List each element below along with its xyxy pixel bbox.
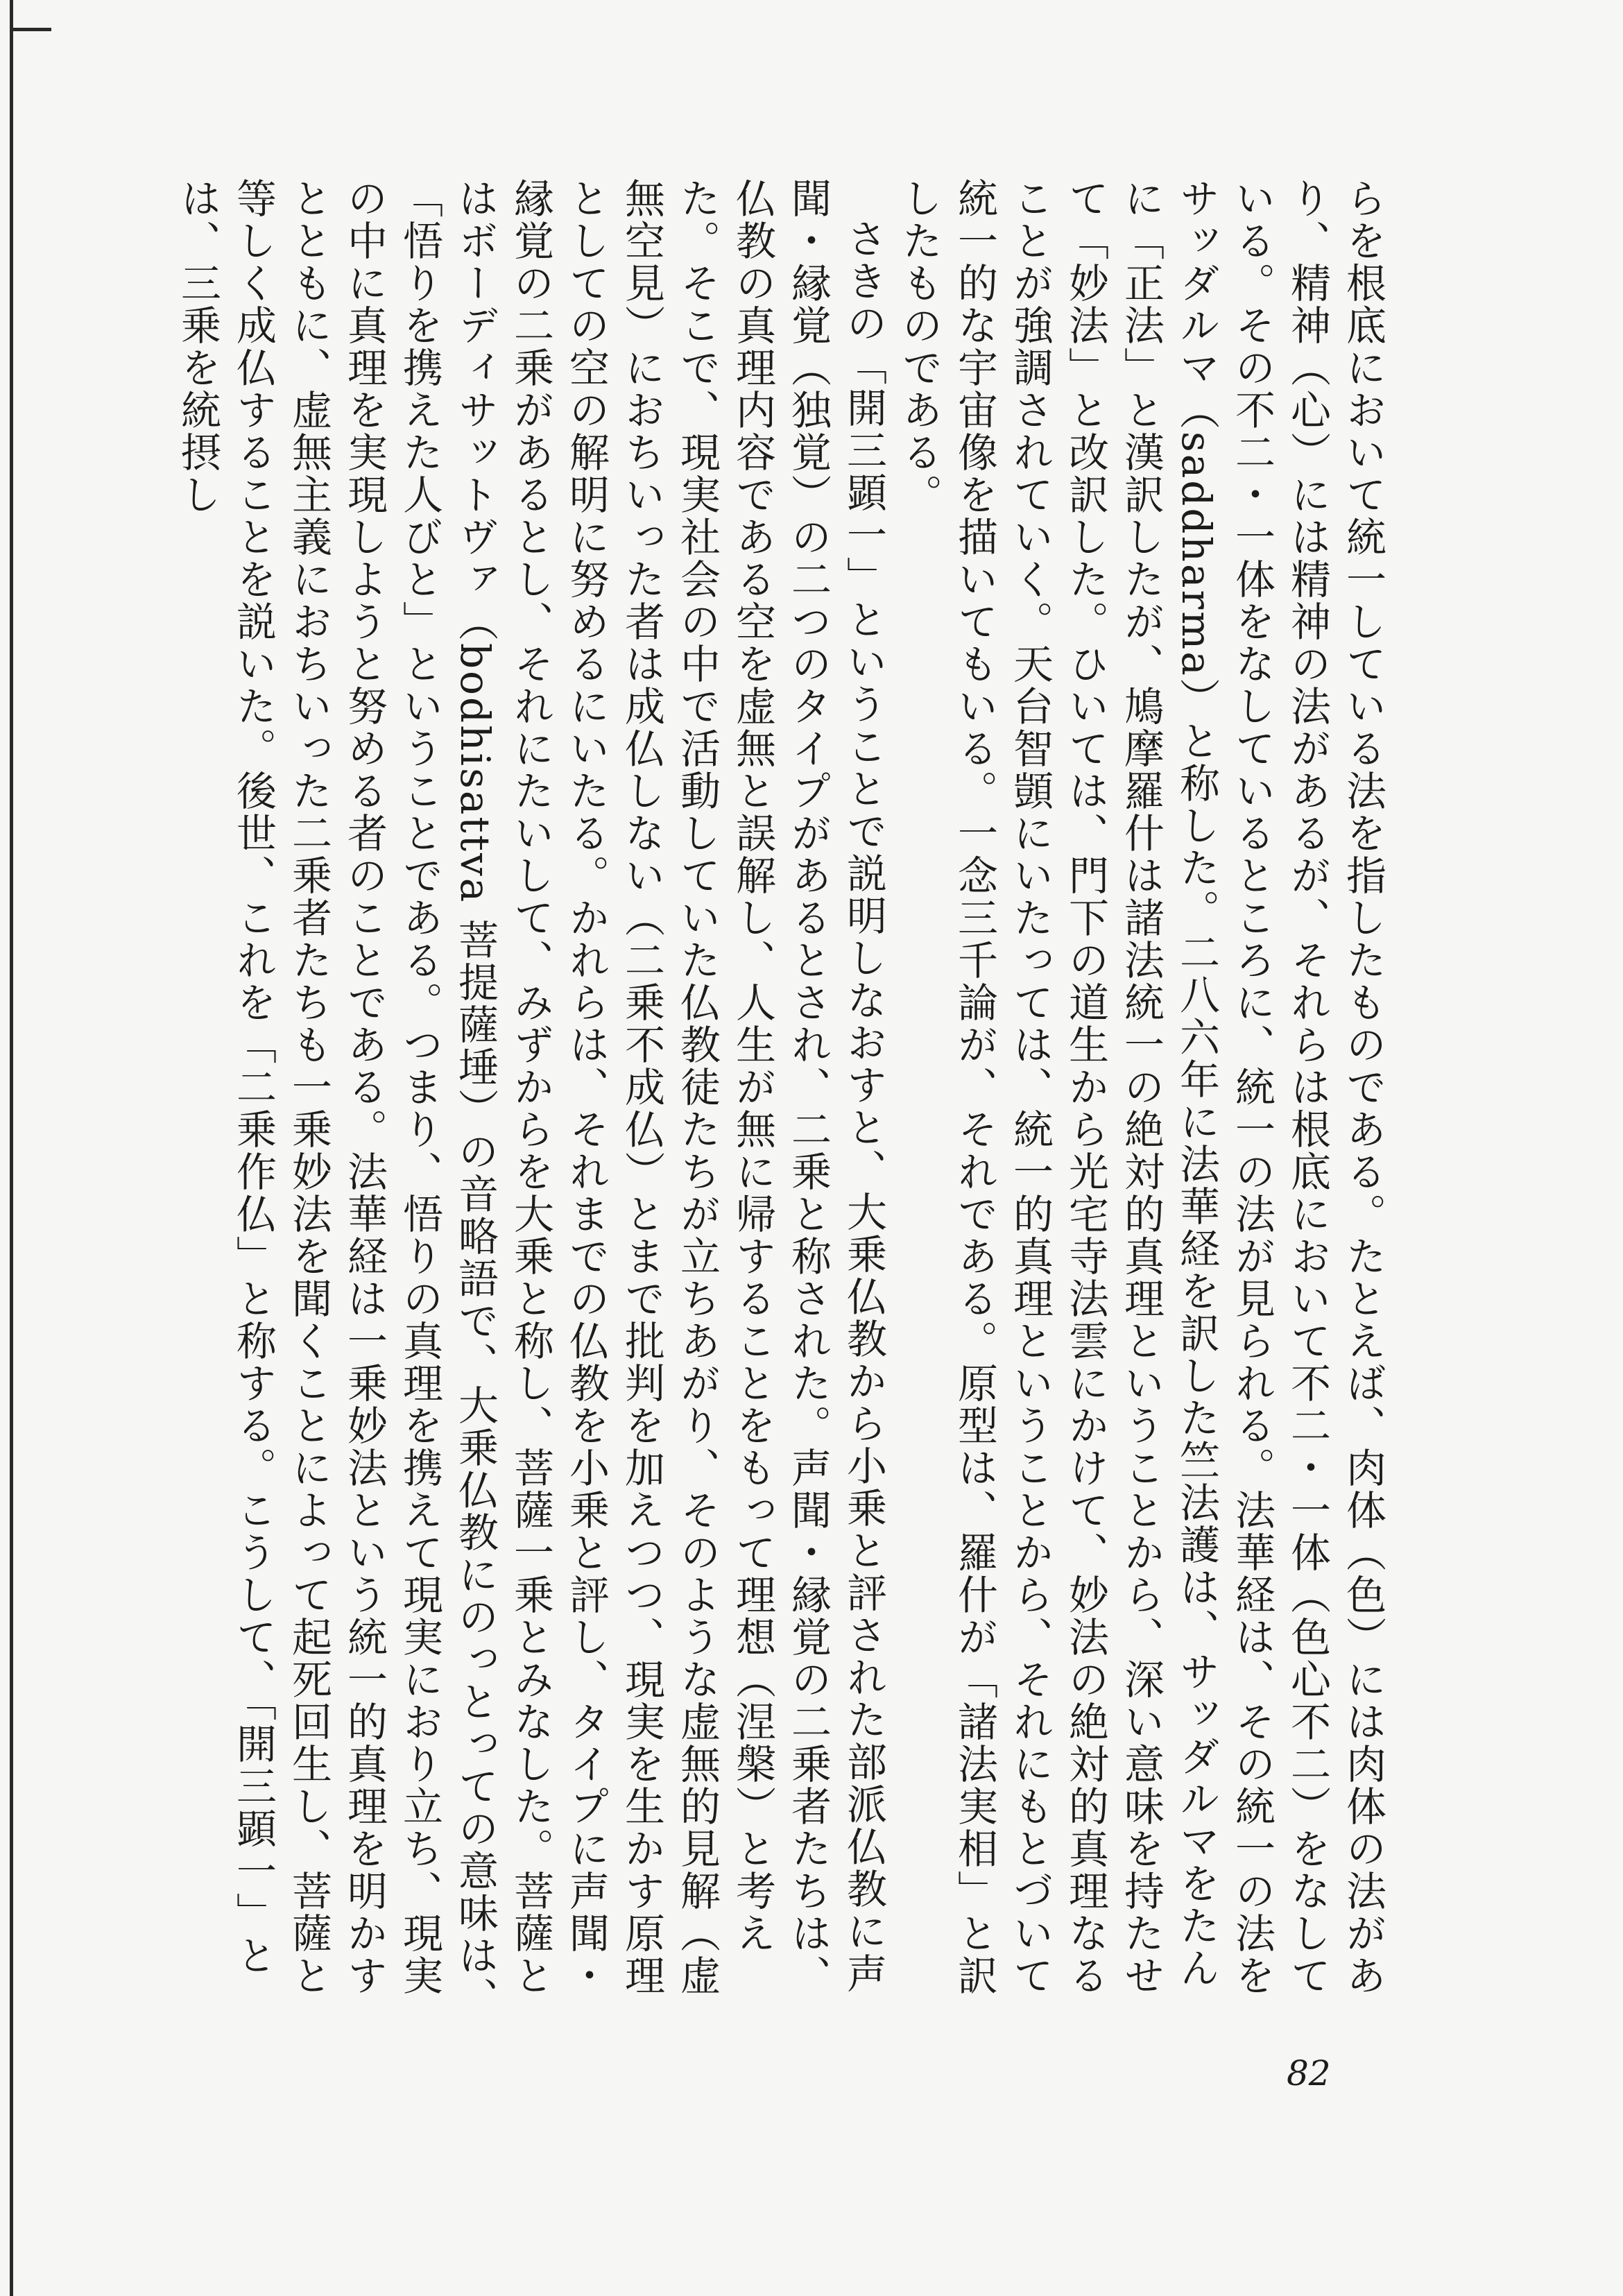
page-number: 82 bbox=[1287, 2053, 1331, 2093]
vertical-text-body bbox=[174, 178, 1391, 2023]
binding-edge-tick bbox=[10, 28, 51, 31]
paragraph-1: らを根底において統一している法を指したものである。たとえば、肉体（色）には肉体の法があり、精神（心）には精神の法があるが、それらは根底において不二・一体（色心不二）をなしている。その不二・一体をなしているところに、統一の法が見られる。法華経は、その統一の法をサッダルマ（saddharma）と称した。二八六年に法華経を訳した竺法護は、サッダルマをたんに「正法」と漢訳したが、鳩摩羅什は諸法統一の絶対的真理ということから、深い意味を持たせて「妙法」と改訳した。ひいては、門下の道生から光宅寺法雲にかけて、妙法の絶対的真理なることが強調されていく。天台智顗にいたっては、統一的真理ということから、それにもとづいて統一的な宇宙像を描いてもいる。一念三千論が、それである。原型は、羅什が「諸法実相」と訳したものである。 bbox=[895, 178, 1386, 1997]
paragraph-2: さきの「開三顕一」ということで説明しなおすと、大乗仏教から小乗と評された部派仏教に声聞・縁覚（独覚）の二つのタイプがあるとされ、二乗と称された。声聞・縁覚の二乗者たちは、仏教の真理内容である空を虚無と誤解し、人生が無に帰することをもって理想（涅槃）と考えた。そこで、現実社会の中で活動していた仏教徒たちが立ちあがり、そのような虚無的見解（虚無空見）におちいった者は成仏しない（二乗不成仏）とまで批判を加えつつ、現実を生かす原理としての空の解明に努めるにいたる。かれらは、それまでの仏教を小乗と評し、タイプに声聞・縁覚の二乗があるとし、それにたいして、みずからを大乗と称し、菩薩一乗とみなした。菩薩とはボーディサットヴァ（bodhisattva 菩提薩埵）の音略語で、大乗仏教にのっとっての意味は、「悟りを携えた人びと」ということである。つまり、悟りの真理を携えて現実におり立ち、現実の中に真理を実現しようと努める者のことである。法華経は一乗妙法という統一的真理を明かすとともに、虚無主義におちいった二乗者たちも一乗妙法を聞くことによって起死回生し、菩薩と等しく成仏することを説いた。後世、これを「二乗作仏」と称する。こうして、「開三顕一」とは、三乗を統摂し bbox=[174, 178, 887, 2019]
binding-edge-mark bbox=[10, 0, 13, 2296]
